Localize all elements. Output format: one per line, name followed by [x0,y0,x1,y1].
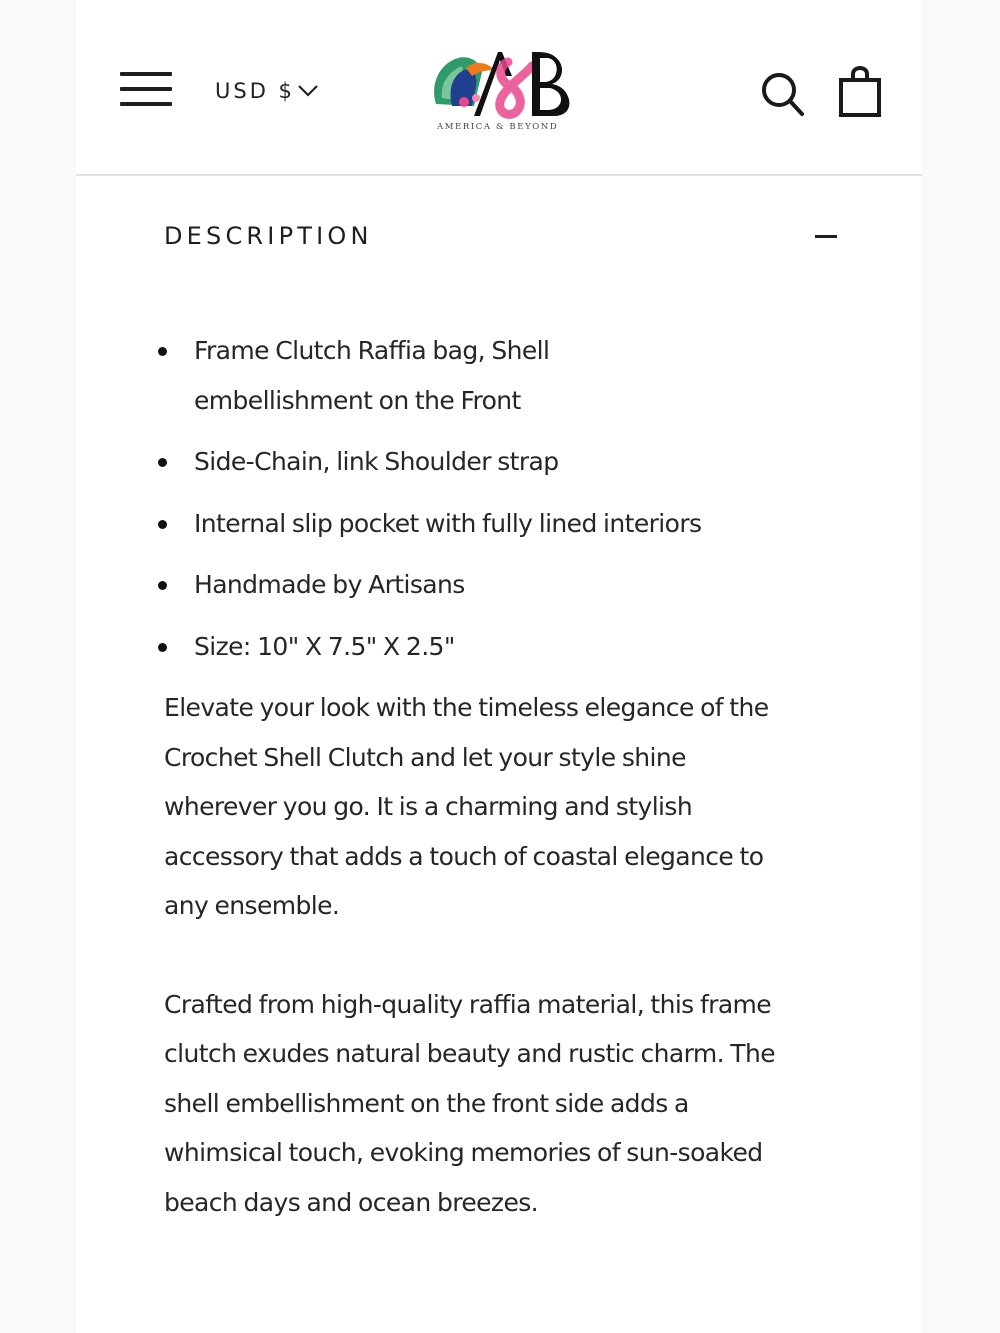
hamburger-menu-icon-bar [120,102,172,106]
search-icon [760,70,806,118]
hamburger-menu-icon [120,72,172,76]
store-logo[interactable] [428,46,574,138]
site-header [76,0,922,176]
section-title: DESCRIPTION [164,222,373,250]
list-item: Handmade by Artisans [164,560,804,610]
list-item: Frame Clutch Raffia bag, Shell embellishment on the Front [164,326,634,425]
description-paragraph: Crafted from high-quality raffia material, this frame clutch exudes natural beauty and rustic charm. The shell embellishment on the front side adds a whimsical touch, evoking memories of sun-soaked beach days and ocean breezes. [164,989,775,1217]
logo-tagline: AMERICA & BEYOND [437,122,559,132]
chevron-down-icon [297,84,319,98]
list-item: Side-Chain, link Shoulder strap [164,437,804,487]
minus-icon[interactable] [815,235,837,238]
description-accordion-header[interactable] [76,212,922,262]
description-paragraph: Elevate your look with the timeless elegance of the Crochet Shell Clutch and let your style shine wherever you go. It is a charming and stylish accessory that adds a touch of coastal elegance to any ensemble. [164,693,769,920]
cart-button[interactable] [838,64,882,118]
currency-selector[interactable] [215,76,319,106]
page [76,0,922,1333]
list-item: Internal slip pocket with fully lined interiors [164,499,824,549]
feature-list [164,326,804,671]
list-item: Size: 10" X 7.5" X 2.5" [164,622,804,672]
currency-label: USD $ [215,79,295,103]
search-button[interactable] [760,70,806,118]
menu-button[interactable] [120,72,172,108]
description-content [164,326,804,1227]
shopping-bag-icon [838,64,882,118]
hamburger-menu-icon-bar [120,87,172,91]
logo-monogram-icon [428,46,574,122]
